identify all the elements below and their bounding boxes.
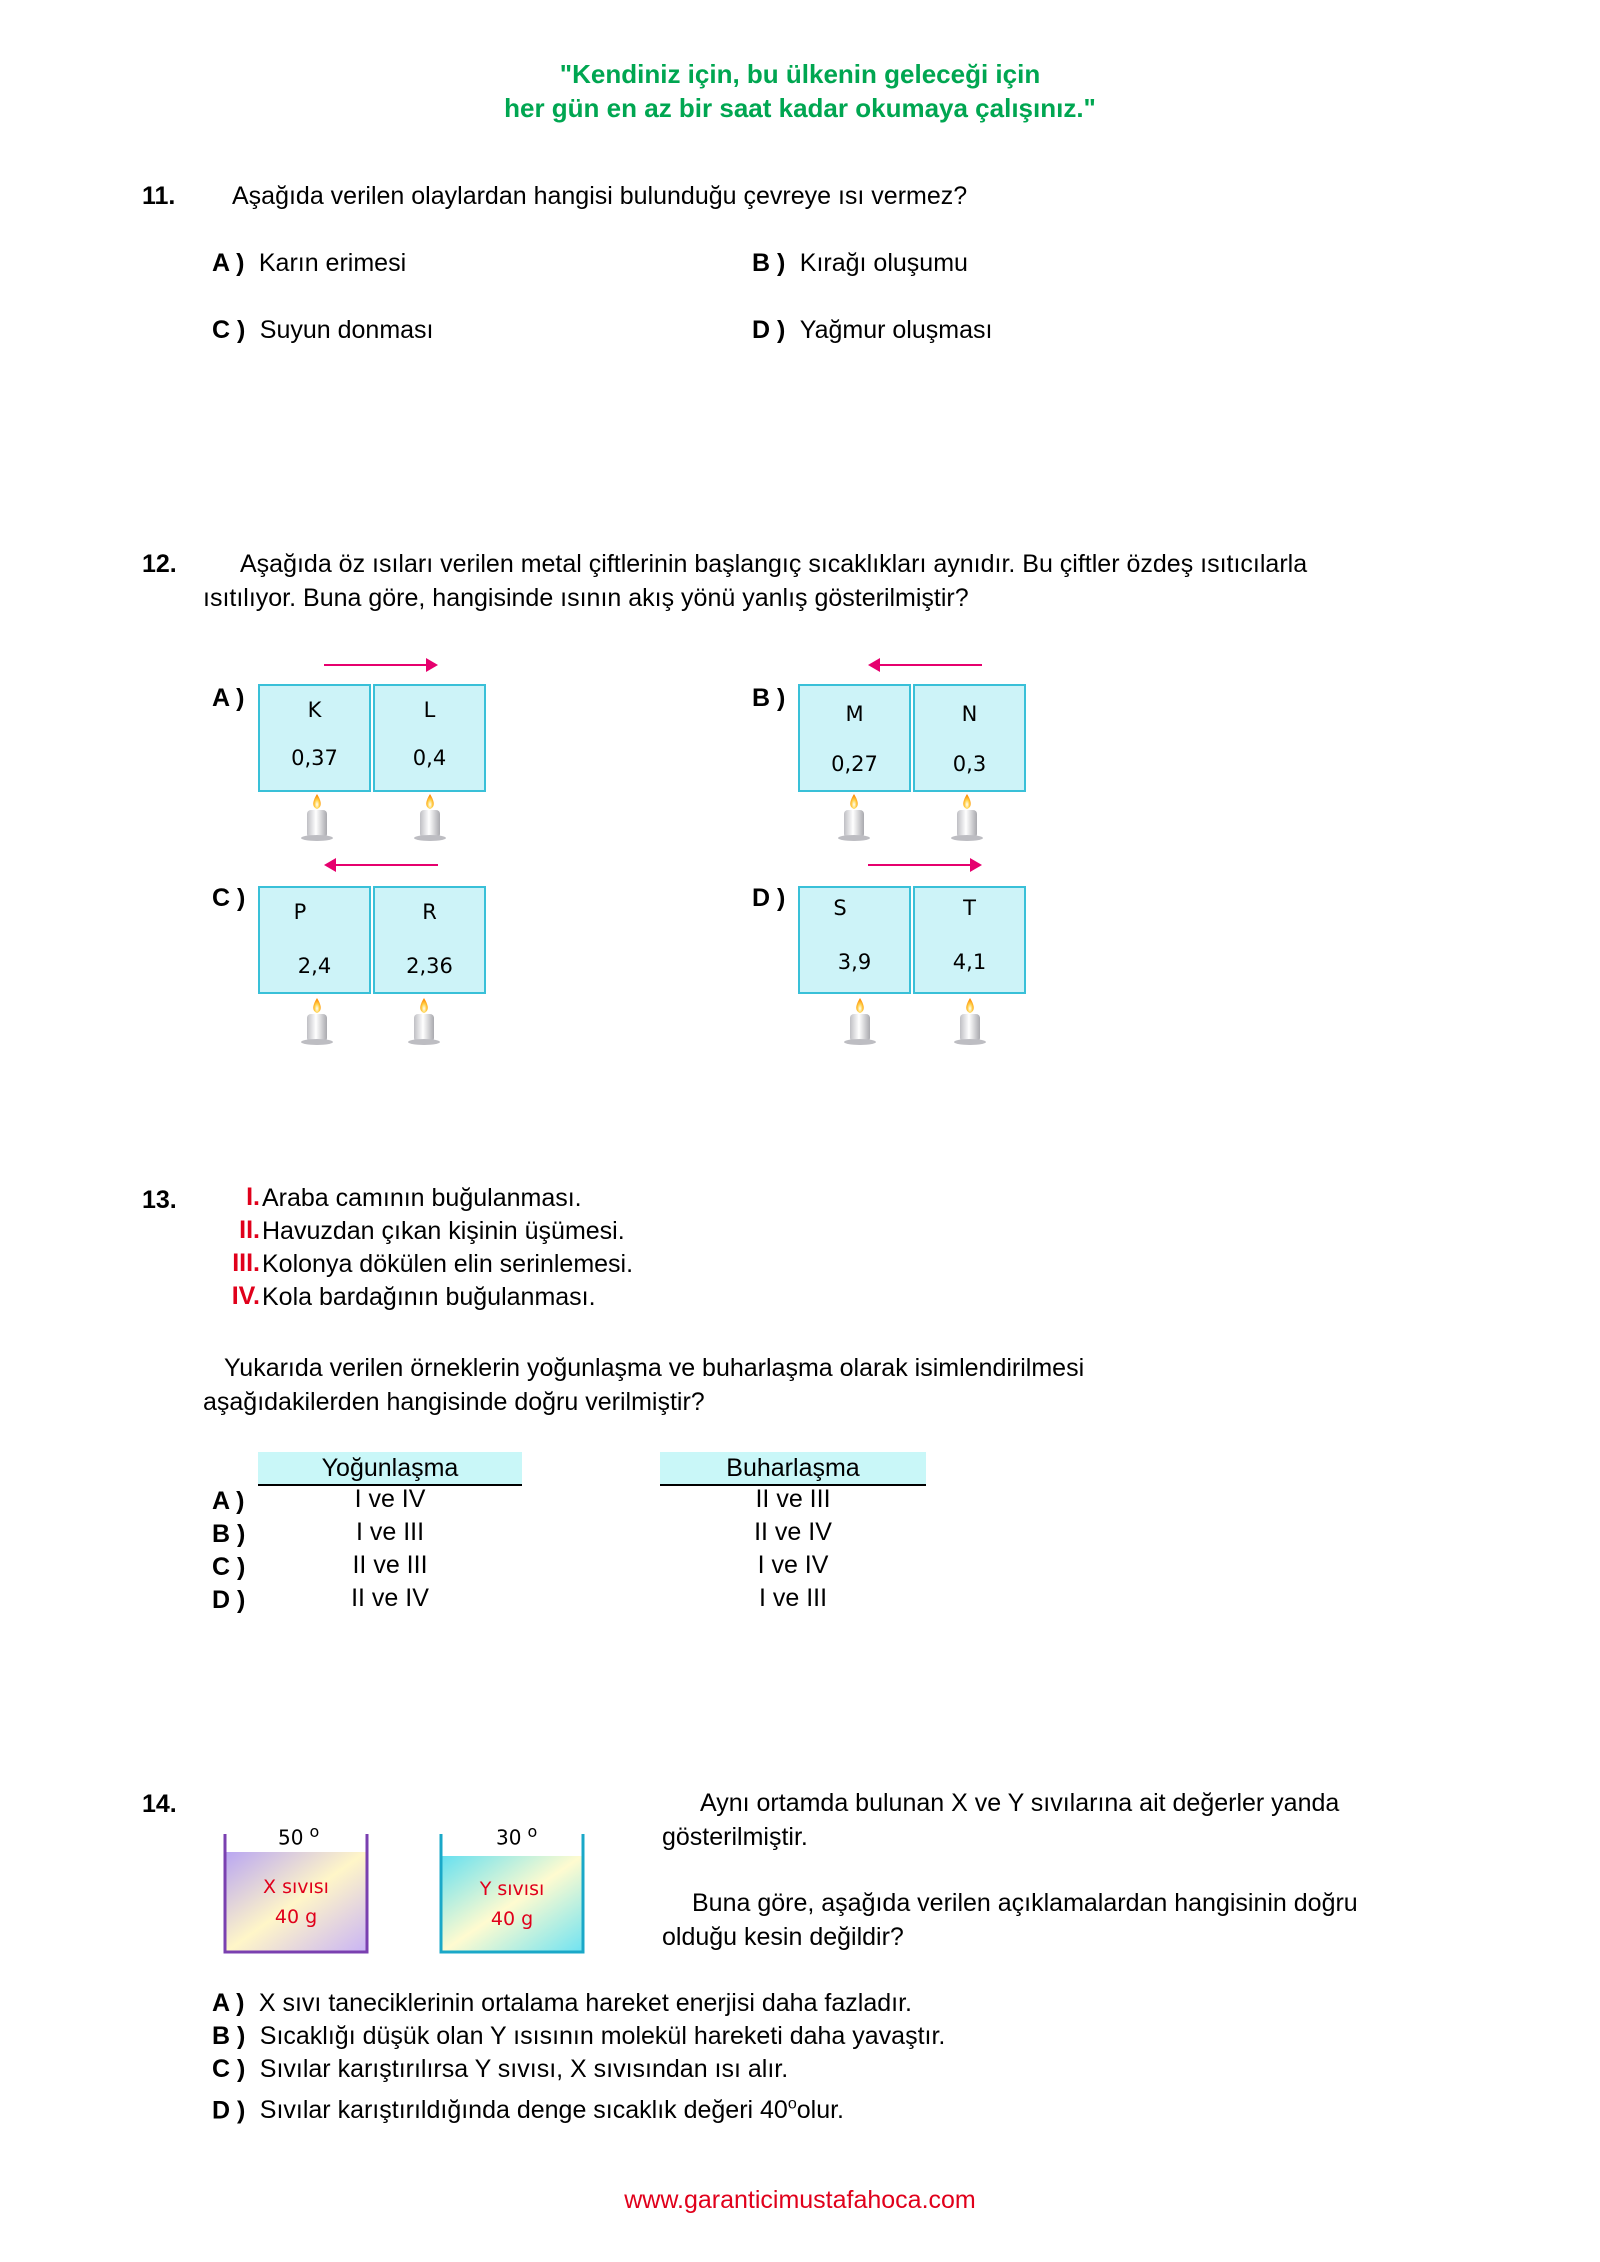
statement-text: Havuzdan çıkan kişinin üşümesi. bbox=[262, 1217, 625, 1245]
question-text-line-4: olduğu kesin değildir? bbox=[662, 1923, 904, 1951]
table-row bbox=[212, 1586, 952, 1619]
table-cell: I ve IV bbox=[757, 1551, 829, 1579]
specific-heat-value: 0,3 bbox=[952, 752, 987, 776]
table-cell: II ve III bbox=[352, 1551, 428, 1579]
table-cell: I ve III bbox=[355, 1518, 425, 1546]
specific-heat-value: 0,27 bbox=[831, 752, 878, 776]
candle-icon bbox=[297, 996, 337, 1046]
question-text-line-1: Aynı ortamda bulunan X ve Y sıvılarına ait değerler yanda bbox=[700, 1789, 1340, 1817]
option-text: Sıvılar karıştırılırsa Y sıvısı, X sıvısından ısı alır. bbox=[259, 2055, 789, 2083]
option-label: C ) bbox=[212, 316, 246, 344]
option-b bbox=[752, 246, 968, 280]
question-text-line-1: Aşağıda öz ısıları verilen metal çiftlerinin başlangıç sıcaklıkları aynıdır. Bu çiftler özdeş ısıtıcılarla bbox=[240, 550, 1308, 578]
option-label: D ) bbox=[752, 316, 786, 344]
option-label: A ) bbox=[212, 249, 245, 277]
statement-text: Araba camının buğulanması. bbox=[262, 1184, 582, 1212]
heat-flow-arrow-left bbox=[866, 655, 984, 675]
option-text: Sıcaklığı düşük olan Y ısısının molekül hareketi daha yavaştır. bbox=[259, 2022, 946, 2050]
metal-block-r bbox=[373, 886, 486, 994]
column-header-buharlasma: Buharlaşma bbox=[660, 1452, 926, 1486]
option-label: D ) bbox=[752, 884, 786, 912]
column-header-yogunlasma: Yoğunlaşma bbox=[258, 1452, 522, 1486]
option-label: B ) bbox=[752, 684, 786, 712]
question-text-line-2: gösterilmiştir. bbox=[662, 1823, 808, 1851]
option-a bbox=[212, 246, 406, 280]
roman-numeral: I. bbox=[246, 1183, 260, 1211]
question-number: 12. bbox=[142, 550, 177, 578]
question-number: 14. bbox=[142, 1790, 177, 1818]
table-cell: I ve IV bbox=[354, 1485, 426, 1513]
metal-name: R bbox=[422, 900, 437, 924]
heat-flow-arrow-right bbox=[866, 855, 984, 875]
statement-text: Kola bardağının buğulanması. bbox=[262, 1283, 596, 1311]
question-text-line-2: ısıtılıyor. Buna göre, hangisinde ısının akış yönü yanlış gösterilmiştir? bbox=[203, 584, 969, 612]
metal-name: L bbox=[423, 698, 436, 722]
option-label: A ) bbox=[212, 684, 245, 712]
metal-name: T bbox=[963, 896, 976, 920]
liquid-name: X sıvısı bbox=[263, 1876, 329, 1898]
option-label: C ) bbox=[212, 1553, 246, 1581]
question-text-line-2: aşağıdakilerden hangisinde doğru verilmiştir? bbox=[203, 1388, 705, 1416]
candle-icon bbox=[834, 792, 874, 842]
option-b bbox=[212, 2019, 945, 2053]
option-a bbox=[212, 1986, 912, 2020]
liquid-name: Y sıvısı bbox=[479, 1878, 545, 1900]
candle-icon bbox=[840, 996, 880, 1046]
footer-url[interactable]: www.garanticimustafahoca.com bbox=[624, 2186, 976, 2214]
beaker-x bbox=[222, 1822, 370, 1955]
candle-icon bbox=[297, 792, 337, 842]
metal-block-n bbox=[913, 684, 1026, 792]
roman-numeral: II. bbox=[239, 1216, 260, 1244]
option-label: A ) bbox=[212, 1487, 245, 1515]
candle-icon bbox=[410, 792, 450, 842]
metal-block-t bbox=[913, 886, 1026, 994]
candle-icon bbox=[950, 996, 990, 1046]
specific-heat-value: 0,4 bbox=[412, 746, 447, 770]
table-cell: II ve IV bbox=[754, 1518, 832, 1546]
metal-block-k bbox=[258, 684, 371, 792]
option-text: Karın erimesi bbox=[258, 249, 407, 277]
roman-numeral: III. bbox=[232, 1249, 260, 1277]
liquid-mass: 40 g bbox=[490, 1908, 534, 1930]
option-text: Sıvılar karıştırıldığında denge sıcaklık değeri 40$^o$olur. bbox=[259, 2096, 845, 2125]
metal-block-m bbox=[798, 684, 911, 792]
candle-icon bbox=[947, 792, 987, 842]
table-cell: I ve III bbox=[758, 1584, 828, 1612]
option-text: Yağmur oluşması bbox=[799, 316, 993, 344]
option-c bbox=[212, 313, 434, 347]
specific-heat-value: 4,1 bbox=[952, 950, 987, 974]
statement-item bbox=[200, 1183, 1100, 1216]
option-text: Kırağı oluşumu bbox=[799, 249, 968, 277]
metal-name: S bbox=[833, 896, 847, 920]
table-row bbox=[212, 1553, 952, 1586]
beaker-y bbox=[438, 1822, 586, 1955]
specific-heat-value: 2,36 bbox=[406, 954, 453, 978]
metal-name: N bbox=[961, 702, 978, 726]
table-cell: II ve III bbox=[755, 1485, 831, 1513]
metal-block-p bbox=[258, 886, 371, 994]
metal-name: M bbox=[845, 702, 864, 726]
metal-block-s bbox=[798, 886, 911, 994]
option-label: C ) bbox=[212, 2055, 246, 2083]
table-cell: II ve IV bbox=[351, 1584, 429, 1612]
metal-name: P bbox=[293, 900, 307, 924]
option-label: D ) bbox=[212, 2096, 246, 2125]
temperature-label: 30 $^o$ bbox=[496, 1822, 538, 1850]
question-text: Aşağıda verilen olaylardan hangisi bulunduğu çevreye ısı vermez? bbox=[232, 182, 968, 210]
table-row bbox=[212, 1520, 952, 1553]
statement-text: Kolonya dökülen elin serinlemesi. bbox=[262, 1250, 634, 1278]
question-number: 13. bbox=[142, 1186, 177, 1214]
answer-table bbox=[212, 1487, 952, 1619]
statement-item bbox=[200, 1216, 1100, 1249]
motto-line-1: "Kendiniz için, bu ülkenin geleceği için bbox=[559, 59, 1041, 89]
option-text: X sıvı taneciklerinin ortalama hareket enerjisi daha fazladır. bbox=[258, 1989, 912, 2017]
question-text-line-1: Yukarıda verilen örneklerin yoğunlaşma ve buharlaşma olarak isimlendirilmesi bbox=[224, 1354, 1085, 1382]
statement-item bbox=[200, 1282, 1100, 1315]
specific-heat-value: 0,37 bbox=[291, 746, 338, 770]
option-label: B ) bbox=[212, 1520, 246, 1548]
option-label: D ) bbox=[212, 1586, 246, 1614]
option-label: C ) bbox=[212, 884, 246, 912]
statement-item bbox=[200, 1249, 1100, 1282]
roman-numeral: IV. bbox=[231, 1282, 260, 1310]
question-number: 11. bbox=[142, 182, 176, 210]
option-label: A ) bbox=[212, 1989, 245, 2017]
motto-line-2: her gün en az bir saat kadar okumaya çalışınız." bbox=[504, 93, 1096, 123]
option-c bbox=[212, 2052, 788, 2086]
table-row bbox=[212, 1487, 952, 1520]
liquid-mass: 40 g bbox=[274, 1906, 318, 1928]
metal-name: K bbox=[307, 698, 322, 722]
temperature-label: 50 $^o$ bbox=[278, 1822, 320, 1850]
option-label: B ) bbox=[212, 2022, 246, 2050]
option-d bbox=[752, 313, 992, 347]
metal-block-l bbox=[373, 684, 486, 792]
specific-heat-value: 2,4 bbox=[297, 954, 332, 978]
option-d bbox=[212, 2088, 844, 2127]
heat-flow-arrow-right bbox=[322, 655, 440, 675]
specific-heat-value: 3,9 bbox=[837, 950, 872, 974]
option-text: Suyun donması bbox=[259, 316, 434, 344]
statement-list bbox=[200, 1183, 1100, 1315]
candle-icon bbox=[404, 996, 444, 1046]
option-label: B ) bbox=[752, 249, 786, 277]
heat-flow-arrow-left bbox=[322, 855, 440, 875]
question-text-line-3: Buna göre, aşağıda verilen açıklamalardan hangisinin doğru bbox=[692, 1889, 1358, 1917]
